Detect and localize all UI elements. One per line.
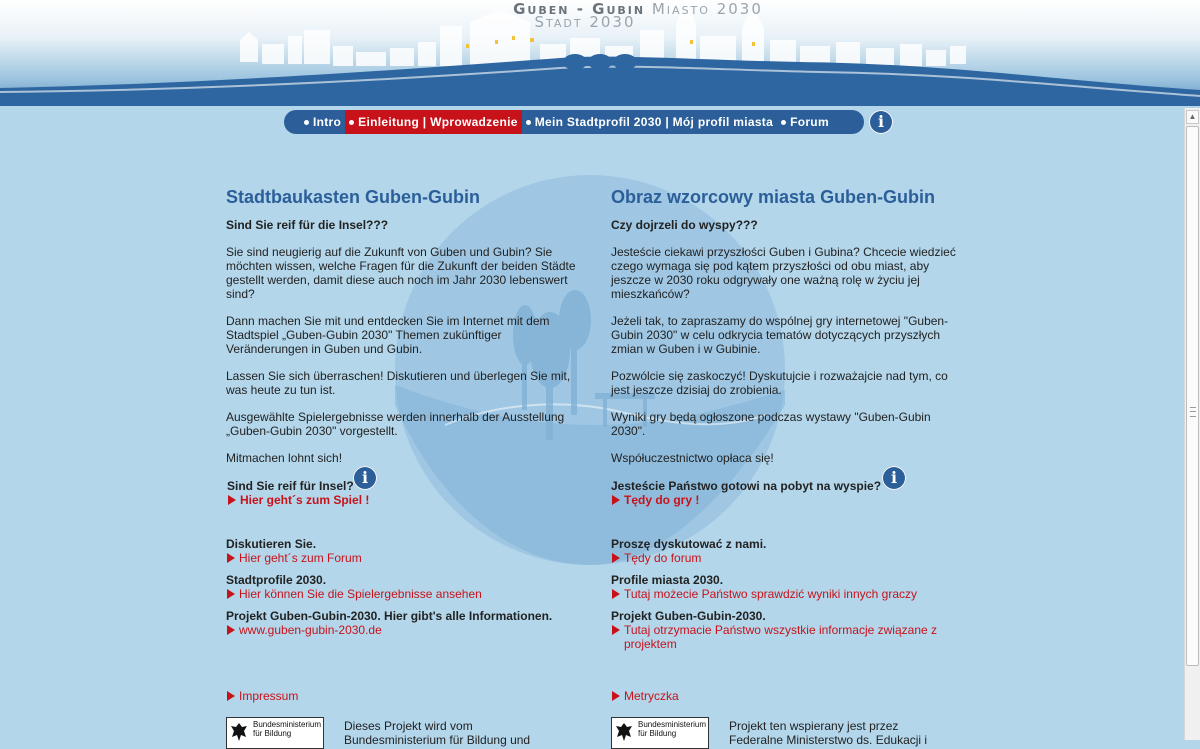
forum-link-pl[interactable]: Tędy do forum xyxy=(611,551,961,565)
profiles-title-pl: Profile miasta 2030. xyxy=(611,573,724,587)
nav-label: Forum xyxy=(790,115,829,129)
ministry-logo-de: Bundesministerium für Bildung xyxy=(226,717,324,749)
polish-column xyxy=(611,186,961,478)
imprint-link[interactable]: Impressum xyxy=(226,689,298,703)
ministry-logo-pl: Bundesministerium für Bildung xyxy=(611,717,709,749)
closing-paragraph: Współuczestnictwo opłaca się! xyxy=(611,451,774,465)
sponsor-text-pl: Projekt ten wspierany jest przez Federalne Ministerstwo ds. Edukacji i xyxy=(729,719,928,747)
heading-de: Stadtbaukasten Guben-Gubin xyxy=(226,187,481,207)
discuss-title-de: Diskutieren Sie. xyxy=(226,537,317,551)
surprise-paragraph: Pozwólcie się zaskoczyć! Dyskutujcie i rozważajcie nad tym, co jest jeszcze dzisiaj do zrobienia. xyxy=(611,369,948,397)
play-question-de: Sind Sie reif für Insel? xyxy=(227,479,354,493)
vertical-scrollbar[interactable] xyxy=(1184,108,1200,740)
info-icon-de[interactable]: i xyxy=(353,466,377,490)
forum-link-de[interactable]: Hier geht´s zum Forum xyxy=(226,551,596,565)
title-guben-gubin: Guben - Gubin xyxy=(513,0,646,18)
profiles-link-de[interactable]: Hier können Sie die Spielergebnisse ansehen xyxy=(226,587,596,601)
nav-info-icon[interactable]: i xyxy=(869,110,893,134)
main-nav xyxy=(284,110,864,134)
nav-item-intro[interactable] xyxy=(300,110,345,134)
metryczka-link[interactable]: Metryczka xyxy=(611,689,679,703)
nav-label: Intro xyxy=(313,115,342,129)
profiles-title-de: Stadtprofile 2030. xyxy=(226,573,327,587)
project-title-pl: Projekt Guben-Gubin-2030. xyxy=(611,609,766,623)
bullet-icon xyxy=(349,120,354,125)
project-link-de[interactable]: www.guben-gubin-2030.de xyxy=(226,623,596,637)
scroll-up-arrow-icon[interactable]: ▲ xyxy=(1186,110,1199,124)
discuss-title-pl: Proszę dyskutować z nami. xyxy=(611,537,767,551)
links-block-de xyxy=(226,537,596,645)
closing-paragraph: Mitmachen lohnt sich! xyxy=(226,451,343,465)
bullet-icon xyxy=(526,120,531,125)
title-miasto: Miasto 2030 xyxy=(651,0,763,18)
play-question-pl: Jesteście Państwo gotowi na pobyt na wyspie? xyxy=(611,479,882,493)
sponsor-text-de: Dieses Projekt wird vom Bundesministerium für Bildung und xyxy=(344,719,531,747)
profiles-link-pl[interactable]: Tutaj możecie Państwo sprawdzić wyniki innych graczy xyxy=(611,587,961,601)
bullet-icon xyxy=(304,120,309,125)
heading-pl: Obraz wzorcowy miasta Guben-Gubin xyxy=(611,187,936,207)
exhibition-paragraph: Ausgewählte Spielergebnisse werden innerhalb der Ausstellung „Guben-Gubin 2030" vorgestellt. xyxy=(226,410,565,438)
nav-item-stadtprofil[interactable] xyxy=(522,110,777,134)
play-link-de[interactable]: Hier geht´s zum Spiel ! xyxy=(227,493,577,507)
german-column xyxy=(226,186,576,478)
links-block-pl xyxy=(611,537,961,659)
bullet-icon xyxy=(781,120,786,125)
info-icon-pl[interactable]: i xyxy=(882,466,906,490)
play-link-pl[interactable]: Tędy do gry ! xyxy=(611,493,901,507)
subheading-pl: Czy dojrzeli do wyspy??? xyxy=(611,218,758,232)
surprise-paragraph: Lassen Sie sich überraschen! Diskutieren und überlegen Sie mit, was heute zu tun ist. xyxy=(226,369,571,397)
game-paragraph: Dann machen Sie mit und entdecken Sie im Internet mit dem Stadtspiel „Guben-Gubin 2030" Themen zukünftiger Veränderungen in Guben und Gubin. xyxy=(226,314,550,356)
exhibition-paragraph: Wyniki gry będą ogłoszone podczas wystawy "Guben-Gubin 2030". xyxy=(611,410,931,438)
intro-paragraph: Jesteście ciekawi przyszłości Guben i Gubina? Chcecie wiedzieć czego wymaga się pod kątem przyszłości od obu miast, aby jeszcze w 2030 roku odgrywały one ważną rolę w życiu jej mieszkańców? xyxy=(611,245,956,301)
grip-icon xyxy=(1190,407,1196,417)
nav-label: Einleitung | Wprowadzenie xyxy=(358,115,518,129)
play-block-de xyxy=(227,479,577,507)
game-paragraph: Jeżeli tak, to zapraszamy do wspólnej gry internetowej "Guben-Gubin 2030" w celu odkrycia tematów dotyczących przyszłych zmian w Guben i w Gubinie. xyxy=(611,314,949,356)
site-title-line2: Stadt 2030 xyxy=(534,13,636,31)
header-banner xyxy=(0,0,1200,106)
nav-label: Mein Stadtprofil 2030 | Mój profil miasta xyxy=(534,115,774,129)
subheading-de: Sind Sie reif für die Insel??? xyxy=(226,218,389,232)
scrollbar-thumb[interactable] xyxy=(1186,126,1199,666)
nav-item-forum[interactable] xyxy=(777,110,833,134)
project-link-pl[interactable]: Tutaj otrzymacie Państwo wszystkie informacje związane z projektem xyxy=(611,623,961,651)
project-title-de: Projekt Guben-Gubin-2030. Hier gibt's alle Informationen. xyxy=(226,609,553,623)
nav-item-einleitung[interactable] xyxy=(345,110,522,134)
intro-paragraph: Sie sind neugierig auf die Zukunft von Guben und Gubin? Sie möchten wissen, welche Fragen für die Zukunft der beiden Städte gestellt werden, damit diese auch noch im Jahr 2030 lebenswert sind? xyxy=(226,245,576,301)
play-block-pl xyxy=(611,479,901,507)
